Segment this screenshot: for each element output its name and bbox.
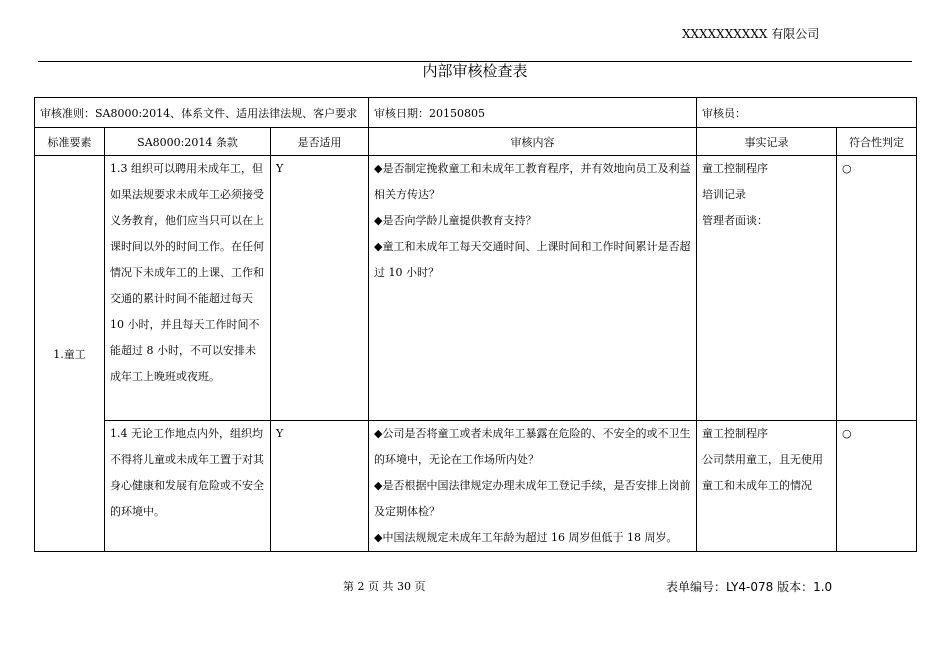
- company-name: XXXXXXXXXX 有限公司: [682, 27, 820, 41]
- form-code: 表单编号：LY4-078 版本：1.0: [666, 580, 833, 594]
- conformity-judgment: ○: [837, 421, 917, 552]
- audit-content: [369, 421, 697, 552]
- column-header: 是否适用: [271, 128, 369, 156]
- info-row: [35, 98, 917, 128]
- column-header: SA8000:2014 条款: [105, 128, 271, 156]
- standard-element: 1.童工: [35, 156, 105, 552]
- clause-text: 1.3 组织可以聘用未成年工，但如果法规要求未成年工必须接受义务教育，他们应当只可以在上课时间以外的时间工作。在任何情况下未成年工的上课、工作和交通的累计时间不能超过每天 10 小时，并且每天工作时间不能超过 8 小时，不可以安排未成年工上晚班或夜班。: [105, 156, 271, 421]
- page-title: 内部审核检查表: [422, 62, 528, 80]
- audit-question: ◆是否制定挽救童工和未成年工教育程序，并有效地向员工及利益相关方传达？: [374, 162, 691, 201]
- audit-question: ◆童工和未成年工每天交通时间、上课时间和工作时间累计是否超过 10 小时？: [374, 240, 691, 279]
- record-item: 童工控制程序: [702, 162, 769, 175]
- audit-content: [369, 156, 697, 421]
- conformity-judgment: ○: [837, 156, 917, 421]
- audit-criteria: 审核准则：SA8000:2014、体系文件、适用法律法规、客户要求: [35, 98, 369, 128]
- column-header: 标准要素: [35, 128, 105, 156]
- audit-question: ◆公司是否将童工或者未成年工暴露在危险的、不安全的或不卫生的环境中，无论在工作场所内处？: [374, 427, 691, 466]
- audit-date: 审核日期：20150805: [369, 98, 697, 128]
- table-row: [35, 156, 917, 421]
- fact-records: [697, 421, 837, 552]
- fact-records: [697, 156, 837, 421]
- applicable-value: Y: [271, 156, 369, 421]
- audit-checklist-table: [34, 97, 917, 552]
- page-number: 第 2 页 共 30 页: [343, 580, 426, 593]
- audit-question: ◆是否向学龄儿童提供教育支持？: [374, 214, 537, 227]
- record-item: 培训记录: [702, 188, 747, 201]
- record-item: 管理者面谈：: [702, 214, 769, 227]
- column-header: 审核内容: [369, 128, 697, 156]
- auditor-field: 审核员：: [697, 98, 917, 128]
- column-header: 事实记录: [697, 128, 837, 156]
- applicable-value: Y: [271, 421, 369, 552]
- table-row: [35, 421, 917, 552]
- column-header: 符合性判定: [837, 128, 917, 156]
- clause-text: 1.4 无论工作地点内外，组织均不得将儿童或未成年工置于对其身心健康和发展有危险或不安全的环境中。: [105, 421, 271, 552]
- audit-question: ◆中国法规规定未成年工年龄为超过 16 周岁但低于 18 周岁。: [374, 531, 678, 544]
- record-item: 童工控制程序: [702, 427, 769, 440]
- audit-question: ◆是否根据中国法律规定办理未成年工登记手续，是否安排上岗前及定期体检？: [374, 479, 691, 518]
- record-item: 公司禁用童工，且无使用童工和未成年工的情况: [702, 453, 824, 492]
- column-header-row: [35, 128, 917, 156]
